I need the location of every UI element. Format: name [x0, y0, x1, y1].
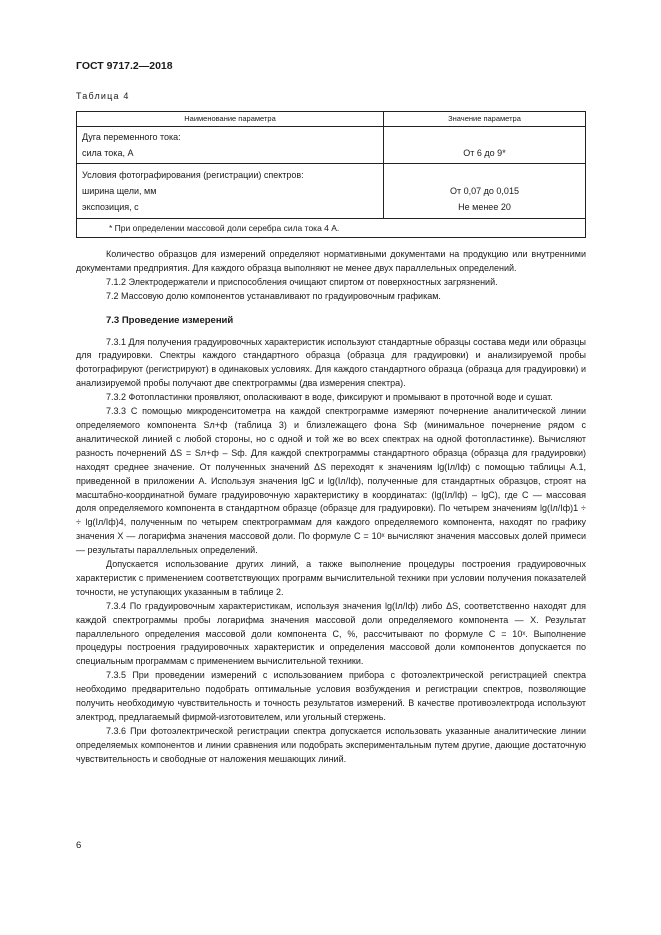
section-heading: 7.3 Проведение измерений	[106, 314, 234, 326]
value-line: Не менее 20	[458, 202, 511, 212]
paragraph: 7.2 Массовую долю компонентов устанавливают по градуировочным графикам.	[106, 290, 441, 301]
value-line: От 6 до 9*	[463, 148, 506, 158]
page-number: 6	[76, 840, 82, 851]
table-footnote-row	[77, 219, 586, 238]
parameter-line: сила тока, А	[82, 148, 134, 158]
table-row	[77, 127, 586, 164]
document-body	[76, 248, 586, 767]
parameter-line: Условия фотографирования (регистрации) спектров:	[82, 170, 304, 180]
paragraph: Количество образцов для измерений определяют нормативными документами на продукцию или внутренними документами предприятия. Для каждого образца выполняют не менее двух параллельных определений.	[76, 249, 586, 273]
value-line: От 0,07 до 0,015	[450, 186, 519, 196]
paragraph: 7.3.4 По градуировочным характеристикам, используя значения lg(Iл/Iф) либо ΔS, соответственно находят для каждой спектрограммы пробы логарифма значения массовой доли определяемого компонента — X. Результат параллельного определения массовой доли компонента C, %, рассчитывают по формуле C = 10ˣ. Выполнение процедуры построения градуировочных характеристик и определения массовой доли компонентов допускается по специальным программам с применением вычислительной техники.	[76, 600, 586, 667]
table-row	[77, 164, 586, 219]
column-header-value: Значение параметра	[384, 112, 586, 127]
document-code-header: ГОСТ 9717.2—2018	[76, 60, 173, 72]
table-header-row	[77, 112, 586, 127]
parameter-line: экспозиция, с	[82, 202, 139, 212]
paragraph: 7.3.3 С помощью микроденситометра на каждой спектрограмме измеряют почернение аналитической линии определяемого компонента Sл+ф (таблица 3) и близлежащего фона Sф (минимальное почернение рядом с аналитической линией с любой стороны, но с одной и той же во всех спектрах на одной фотопластинке). Вычисляют разность почернений ΔS = Sл+ф – Sф. Для каждой спектрограммы стандартного образца (образца для градуировки) находят среднее значение. От полученных значений ΔS переходят к значениям lg(Iл/Iф) с помощью таблицы А.1, приведенной в приложении А. Используя значения lgC и lg(Iл/Iф), полученные для стандартных образцов, строят на масштабно-координатной бумаге градуировочную характеристику в координатах: (lg(Iл/Iф) – lgC), где C — массовая доля определяемого компонента в стандартном образце (образце для градуировки). По четырем значениям lg(Iл/Iф)1 ÷ ÷ lg(Iл/Iф)4, полученным по четырем спектрограммам для каждого определяемого компонента, находят по графику значения X — логарифма значения массовой доли. По формуле C = 10ˣ вычисляют значения массовых долей примеси — результаты параллельных определений.	[76, 406, 586, 556]
value-cell	[384, 164, 586, 219]
table-footnote: * При определении массовой доли серебра сила тока 4 А.	[77, 219, 586, 238]
paragraph: 7.3.1 Для получения градуировочных характеристик используют стандартные образцы состава меди или образцы для градуировки. Спектры каждого стандартного образца (образца для градуировки) и анализируемой пробы фотографируют (регистрируют) в одинаковых условиях. Для каждого стандартного образца (образца для градуировки) и анализируемой пробы получают две спектрограммы (два измерения спектра).	[76, 336, 586, 389]
value-cell	[384, 127, 586, 164]
paragraph: 7.1.2 Электродержатели и приспособления очищают спиртом от поверхностных загрязнений.	[106, 276, 498, 287]
column-header-parameter: Наименование параметра	[77, 112, 384, 127]
parameter-line: Дуга переменного тока:	[82, 132, 181, 142]
paragraph: 7.3.2 Фотопластинки проявляют, ополаскивают в воде, фиксируют и промывают в проточной воде и сушат.	[106, 392, 553, 403]
parameters-table	[76, 111, 586, 238]
parameter-cell	[77, 127, 384, 164]
parameter-line: ширина щели, мм	[82, 186, 157, 196]
paragraph: Допускается использование других линий, а также выполнение процедуры построения градуировочных характеристик с применением соответствующих программ вычислительной техники при условии получения показателей точности, не уступающих указанным в таблице 2.	[76, 559, 586, 597]
paragraph: 7.3.5 При проведении измерений с использованием прибора с фотоэлектрической регистрацией спектра необходимо предварительно подобрать оптимальные условия возбуждения и регистрации спектров, позволяющие получить необходимую чувствительность и точность результатов измерений. В качестве противоэлектрода используют электрод, предлагаемый фирмой-изготовителем, или угольный стержень.	[76, 670, 586, 722]
parameter-cell	[77, 164, 384, 219]
paragraph: 7.3.6 При фотоэлектрической регистрации спектра допускается использовать указанные аналитические линии определяемых компонентов и линии сравнения или подобрать экспериментальным путем другие, дающие достаточную чувствительность и свободные от наложения мешающих линий.	[76, 725, 586, 764]
table-label: Таблица 4	[76, 91, 130, 101]
